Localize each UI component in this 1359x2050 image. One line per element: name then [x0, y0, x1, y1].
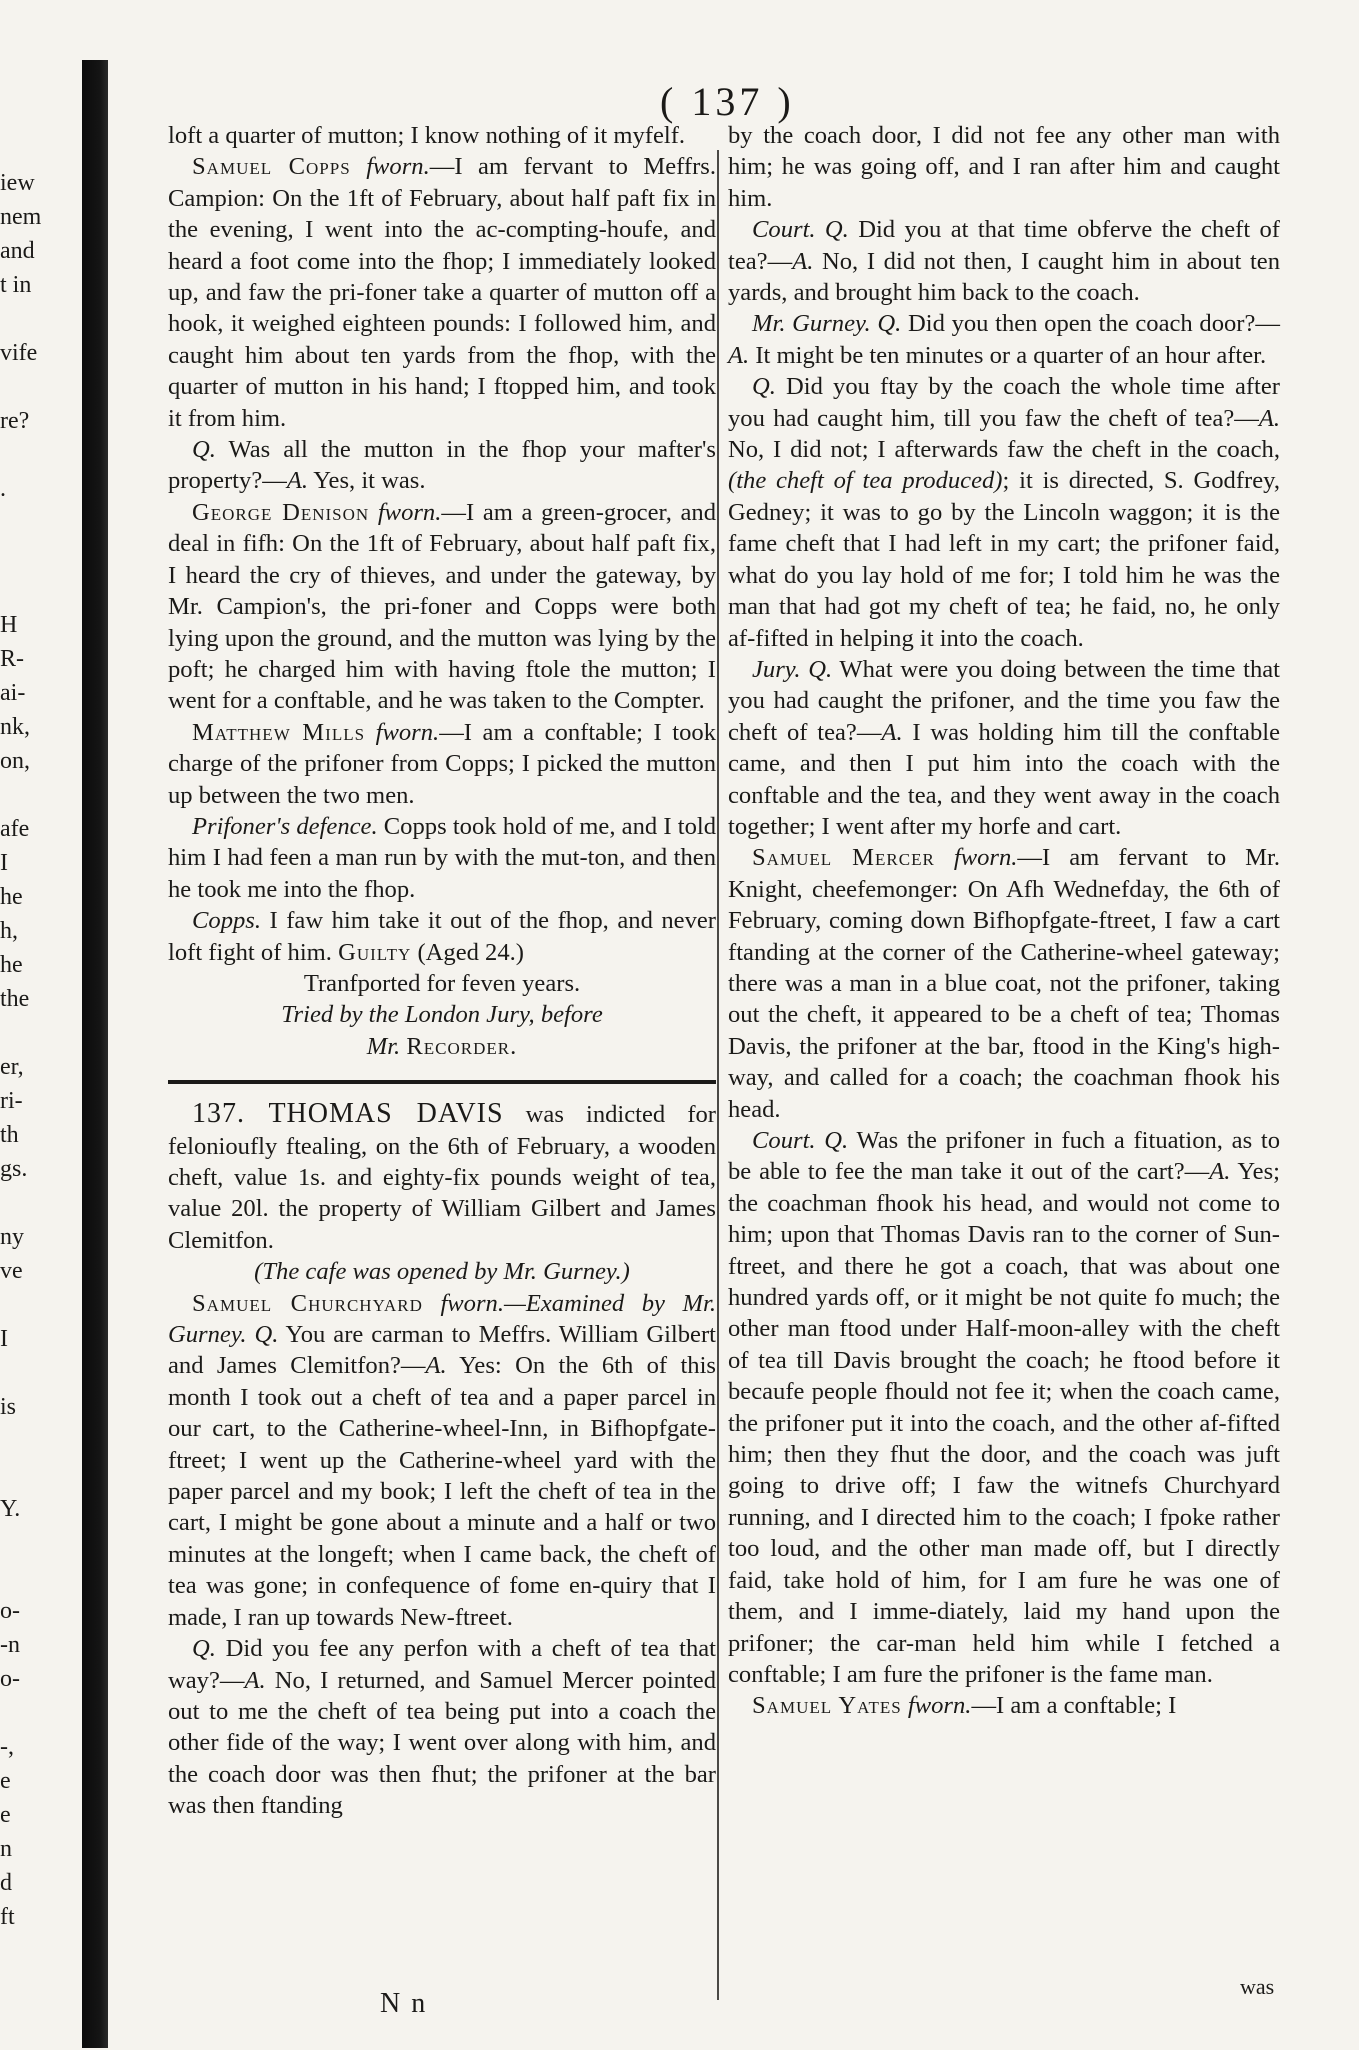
question-text: Was the prifoner in fuch a fituation, as to be able to fee the man take it out of the cart?— [728, 1127, 1280, 1186]
facing-page-fragment: -n [0, 1632, 20, 1658]
question-paragraph [728, 214, 1280, 308]
question-mark-q: Q. [752, 373, 776, 401]
sworn-label: fworn. [375, 718, 440, 746]
speaker-label: Copps. [192, 907, 262, 935]
facing-page-fragment: h, [0, 918, 18, 944]
sworn-label: fworn. [366, 153, 430, 181]
question-paragraph [168, 434, 716, 497]
signature-mark: N n [380, 1988, 428, 2019]
facing-page-fragment: the [0, 986, 30, 1012]
question-mark-q: Q. [815, 216, 849, 244]
testimony-paragraph [168, 497, 716, 717]
answer-mark-a: A. [244, 1666, 266, 1694]
witness-name: Samuel Churchyard [192, 1289, 423, 1317]
question-text: Was all the mutton in the fhop your mafter's property?— [168, 436, 716, 495]
sentence: Tranfported for feven years. [303, 969, 581, 997]
question-mark-q: Q. [192, 1635, 216, 1663]
indictment-paragraph [168, 1098, 716, 1256]
facing-page-fragment: . [0, 476, 6, 502]
facing-page-fragment: th [0, 1122, 19, 1148]
question-text: Did you at that time obferve the cheft of tea?— [728, 216, 1280, 275]
answer-text: No, I did not then, I caught him in about ten yards, and brought him back to the coach. [728, 247, 1280, 307]
witness-name: Samuel Copps [192, 153, 351, 181]
question-mark-q: Q. [192, 436, 216, 464]
column-rule [717, 150, 719, 2000]
paragraph-text: by the coach door, I did not fee any other man with him; he was going off, and I ran after him and caught him. [728, 122, 1280, 212]
facing-page-fragment: e [0, 1768, 11, 1794]
testimony-text: —I am fervant to Meffrs. Campion: On the 1ft of February, about half paft fix in the evening, I went into the ac-compting-houfe, and heard a foot come into the fhop; I immediately looked up, and faw the pri-foner take a quarter of mutton off a hook, it weighed eighteen pounds: I followed him, and caught him about ten yards from the fhop, with the quarter of mutton in his hand; I ftopped him, and took it from him. [168, 153, 716, 432]
facing-page-fragment: ai- [0, 680, 26, 706]
indictment-text: was indicted for felonioufly ftealing, on the 6th of February, a wooden cheft, value 1s. and eighty-fix pounds weight of tea, value 20l. the property of William Gilbert and James Clemitfon. [168, 1101, 717, 1254]
facing-page-fragment: afe [0, 816, 30, 842]
witness-name: Samuel Yates [752, 1692, 902, 1720]
question-paragraph [728, 371, 1280, 654]
facing-page-fragment: iew [0, 170, 35, 196]
testimony-paragraph [168, 1288, 716, 1633]
sworn-label: fworn. [377, 498, 442, 526]
facing-page-fragment: ft [0, 1904, 15, 1930]
facing-page-fragment: vife [0, 340, 38, 366]
facing-page-fragment: ri- [0, 1088, 23, 1114]
facing-page-fragments [0, 170, 78, 2050]
speaker-label: Court. [752, 216, 816, 244]
defence-label: Prifoner's defence. [192, 812, 378, 840]
verdict: Guilty [338, 938, 412, 966]
testimony-paragraph [728, 842, 1280, 1125]
facing-page-fragment: t in [0, 272, 32, 298]
witness-name: Samuel Mercer [752, 844, 935, 872]
witness-name: George Denison [192, 498, 370, 526]
facing-page-fragment: is [0, 1394, 17, 1420]
paragraph [728, 120, 1280, 214]
facing-page-fragment: Y. [0, 1496, 21, 1522]
answer-text: I was holding him till the conftable came, and then I put him into the coach with the conftable and the tea, and they went away in the coach together; I went after my horfe and cart. [728, 718, 1280, 840]
facing-page-fragment: I [0, 850, 8, 876]
facing-page-fragment: gs. [0, 1156, 28, 1182]
question-paragraph [728, 654, 1280, 842]
sworn-label: fworn. [907, 1692, 972, 1720]
answer-text: Yes; the coachman fhook his head, and would not come to him; upon that Thomas Davis ran to the corner of Sun-ftreet, and there he got a coach, that was about one hundred yards off, or it might be not quite fo much; the other man ftood under Half-moon-alley with the cheft of tea till Davis brought the coach; he ftood before it becaufe people fhould not fee it; when the coach came, the prifoner put it into the coach, and the other af-fifted him; then they fhut the door, and the coach was juft going to drive off; I faw the witnefs Churchyard running, and I directed him to the coach; I fpoke rather too loud, and the other man made off, but I directly faid, take hold of him, for I am fure he was one of them, and I imme-diately, laid my hand upon the prifoner; the car-man held him while I fetched a conftable; I am fure the prifoner is the fame man. [728, 1158, 1280, 1688]
question-text: Did you then open the coach door?— [901, 310, 1280, 338]
facing-page-fragment: o- [0, 1598, 20, 1624]
paragraph-text: loft a quarter of mutton; I know nothing of it myfelf. [168, 122, 686, 149]
answer-text-continued: ; it is directed, S. Godfrey, Gedney; it was to go by the Lincoln waggon; it is the fame cheft that I had left in my cart; the prifoner faid, what do you lay hold of me for; I told him he was the man that had got my cheft of tea; he faid, no, he only af-fifted in helping it into the coach. [728, 467, 1280, 652]
recorder: Recorder. [406, 1032, 518, 1060]
exhibit-note: (the cheft of tea produced) [728, 467, 1003, 495]
facing-page-fragment: ve [0, 1258, 23, 1284]
speaker-label: Jury. [752, 655, 801, 683]
facing-page-fragment: he [0, 952, 23, 978]
answer-mark-a: A. [728, 341, 750, 369]
facing-page-fragment: on, [0, 748, 30, 774]
facing-page-fragment: R- [0, 646, 24, 672]
question-text: Did you ftay by the coach the whole time after you had caught him, till you faw the cheft of tea?— [728, 373, 1280, 432]
defence-text: Copps took hold of me, and I told him I had feen a man run by with the mut-ton, and then he took me into the fhop. [168, 812, 716, 903]
case-heading: 137. THOMAS DAVIS [192, 1098, 504, 1130]
facing-page-fragment: nem [0, 204, 42, 230]
case-opened-note: (The cafe was opened by Mr. Gurney.) [254, 1258, 630, 1286]
answer-mark-a: A. [881, 718, 903, 746]
question-mark-q: Q. [800, 655, 833, 683]
answer-mark-a: A. [425, 1352, 447, 1380]
question-text: Did you fee any perfon with a cheft of tea that way?— [168, 1635, 716, 1694]
facing-page-fragment: o- [0, 1666, 20, 1692]
defence-paragraph [168, 811, 716, 905]
testimony-text: —I am a green-grocer, and deal in fifh: On the 1ft of February, about half paft fix, I heard the cry of thieves, and under the gateway, by Mr. Campion's, the pri-foner and Copps were both lying upon the ground, and the mutton was lying by the poft; he charged him with having ftole the mutton; I went for a conftable, and he was taken to the Compter. [168, 498, 717, 715]
testimony-text: —I am a conftable; I took charge of the prifoner from Copps; I picked the mutton up between the two men. [168, 718, 717, 809]
question-paragraph [728, 308, 1280, 371]
left-column [168, 120, 716, 1822]
testimony-paragraph [728, 1690, 1280, 1721]
verdict-paragraph [168, 905, 716, 968]
testimony-text: —I am a conftable; I [971, 1692, 1177, 1720]
facing-page-fragment: H [0, 612, 18, 638]
speaker-label: Mr. Gurney. [752, 310, 871, 338]
testimony-paragraph [168, 151, 716, 434]
page-number: ( 137 ) [660, 79, 795, 124]
answer-text: Yes: On the 6th of this month I took out a cheft of tea and a paper parcel in our cart, to the Catherine-wheel-Inn, in Bifhopfgate-ftreet; I went up the Catherine-wheel yard with the paper parcel and my book; I left the cheft of tea in the cart, I might be gone about a minute and a half or two minutes at the longeft; when I came back, the cheft of tea was gone; in confequence of fome en-quiry that I made, I ran up towards New-ftreet. [168, 1352, 716, 1631]
facing-page-fragment: he [0, 884, 23, 910]
recorder-line [168, 1031, 716, 1062]
question-paragraph [728, 1125, 1280, 1690]
witness-name: Matthew Mills [192, 718, 366, 746]
right-column [728, 120, 1280, 1722]
speaker-text: I faw him take it out of the fhop, and never loft fight of him. [168, 907, 716, 966]
facing-page-fragment: n [0, 1836, 12, 1862]
question-paragraph [168, 1633, 716, 1821]
answer-mark-a: A. [1258, 404, 1280, 432]
facing-page-fragment: er, [0, 1054, 24, 1080]
facing-page-fragment: I [0, 1326, 8, 1352]
testimony-paragraph [168, 717, 716, 811]
testimony-text: —I am fervant to Mr. Knight, cheefemonger: On Afh Wednefday, the 6th of February, coming down Bifhopfgate-ftreet, I faw a cart ftanding at the corner of the Catherine-wheel gateway; there was a man in a blue coat, not the prifoner, taking out the cheft, it appeared to be a cheft of tea; Thomas Davis, the prifoner at the bar, ftood in the King's high-way, and called for a coach; the coachman fhook his head. [728, 844, 1281, 1123]
facing-page-fragment: and [0, 238, 35, 264]
answer-text: Yes, it was. [308, 467, 426, 495]
case-divider [168, 1080, 716, 1084]
answer-text: It might be ten minutes or a quarter of an hour after. [749, 341, 1267, 369]
recorder-prefix: Mr. [366, 1032, 407, 1060]
answer-mark-a: A. [792, 247, 814, 275]
sworn-label: fworn. [953, 844, 1018, 872]
question-text: You are carman to Meffrs. William Gilbert and James Clemitfon?— [168, 1321, 716, 1380]
question-mark-q: Q. [815, 1127, 849, 1154]
answer-text: No, I returned, and Samuel Mercer pointed out to me the cheft of tea being put into a coach the other fide of the way; I went over along with him, and the coach door was then fhut; the prifoner at the bar was then ftanding [168, 1666, 716, 1820]
answer-text: No, I did not; I afterwards faw the cheft in the coach, [728, 436, 1280, 464]
facing-page-fragment: re? [0, 408, 30, 434]
sworn-label: fworn.—Examined by Mr. Gurney. [168, 1289, 716, 1349]
tried-by-line: Tried by the London Jury, before [281, 1001, 603, 1029]
question-mark-q: Q. [246, 1321, 279, 1349]
facing-page-fragment: nk, [0, 714, 30, 740]
paragraph [168, 120, 716, 151]
question-text: What were you doing between the time that you had caught the prifoner, and the time you faw the cheft of tea?— [728, 655, 1280, 746]
facing-page-fragment: e [0, 1802, 11, 1828]
facing-page-fragment: ny [0, 1224, 24, 1250]
catchword: was [1240, 1974, 1275, 1999]
answer-mark-a: A. [286, 467, 308, 495]
answer-mark-a: A. [1209, 1158, 1231, 1186]
book-gutter-shadow [82, 60, 108, 2048]
prisoner-age: (Aged 24.) [417, 938, 524, 966]
facing-page-fragment: -, [0, 1734, 14, 1760]
speaker-label: Court. [752, 1127, 816, 1154]
facing-page-fragment: d [0, 1870, 12, 1896]
question-mark-q: Q. [870, 310, 902, 338]
